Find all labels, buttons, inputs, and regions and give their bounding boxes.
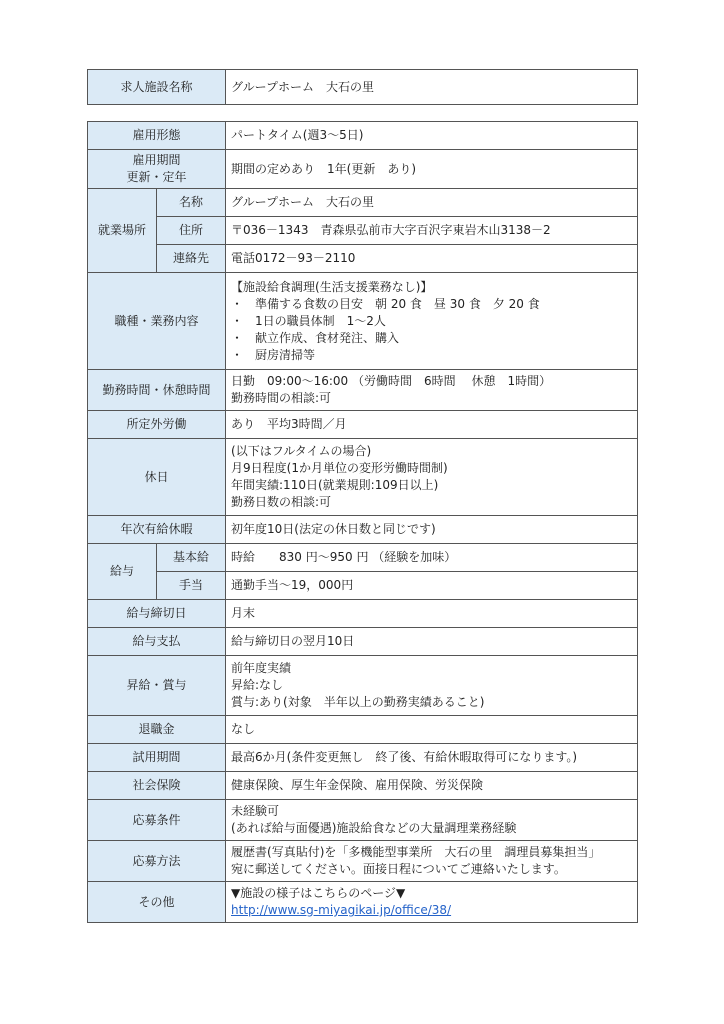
hours-value (226, 370, 638, 411)
job-line: 【施設給食調理(生活支援業務なし)】 (231, 279, 433, 294)
facility-page-link[interactable]: http://www.sg-miyagikai.jp/office/38/ (231, 903, 452, 917)
insurance-value: 健康保険、厚生年金保険、雇用保険、労災保険 (226, 772, 638, 800)
raise-bonus-line: 昇給:なし (231, 678, 284, 692)
hours-line: 日勤 09:00～16:00 （労働時間 6時間 休憩 1時間） (231, 374, 552, 388)
raise-bonus-value (226, 656, 638, 716)
workplace-address-row (88, 217, 638, 245)
job-line: ・ 準備する食数の目安 朝 20 食 昼 30 食 夕 20 食 (231, 296, 540, 311)
other-line: ▼施設の様子はこちらのページ▼ (231, 886, 406, 900)
paid-leave-value: 初年度10日(法定の休日数と同じです) (226, 516, 638, 544)
job-line: ・ 献立作成、食材発注、購入 (231, 330, 400, 345)
employment-period-label (88, 150, 226, 189)
trial-value: 最高6か月(条件変更無し 終了後、有給休暇取得可になります。) (226, 744, 638, 772)
raise-bonus-line: 前年度実績 (231, 661, 292, 675)
pay-day-value: 給与締切日の翌月10日 (226, 628, 638, 656)
employment-type-value: パートタイム(週3～5日) (226, 122, 638, 150)
workplace-address-label: 住所 (157, 217, 226, 245)
pay-day-row (88, 628, 638, 656)
holidays-label: 休日 (88, 439, 226, 516)
workplace-contact-value: 電話0172－93－2110 (226, 245, 638, 273)
requirements-line: (あれば給与面優遇)施設給食などの大量調理業務経験 (231, 821, 517, 835)
workplace-name-row (88, 189, 638, 217)
retirement-row (88, 716, 638, 744)
facility-table (87, 69, 638, 105)
job-label: 職種・業務内容 (88, 273, 226, 370)
employment-period-label-line1: 雇用期間 (132, 153, 181, 167)
overtime-value: あり 平均3時間／月 (226, 411, 638, 439)
requirements-label: 応募条件 (88, 800, 226, 841)
apply-value (226, 841, 638, 882)
workplace-label: 就業場所 (88, 189, 157, 273)
apply-label: 応募方法 (88, 841, 226, 882)
salary-allowance-label: 手当 (157, 572, 226, 600)
raise-bonus-line: 賞与:あり(対象 半年以上の勤務実績あること) (231, 695, 485, 709)
workplace-name-label: 名称 (157, 189, 226, 217)
pay-cutoff-value: 月末 (226, 600, 638, 628)
requirements-value (226, 800, 638, 841)
holidays-line: (以下はフルタイムの場合) (231, 444, 372, 458)
apply-line: 履歴書(写真貼付)を「多機能型事業所 大石の里 調理員募集担当」 (231, 845, 601, 859)
workplace-contact-row (88, 245, 638, 273)
insurance-label: 社会保険 (88, 772, 226, 800)
facility-value: グループホーム 大石の里 (226, 70, 638, 105)
other-label: その他 (88, 882, 226, 923)
other-value (226, 882, 638, 923)
paid-leave-row (88, 516, 638, 544)
workplace-name-value: グループホーム 大石の里 (226, 189, 638, 217)
salary-base-label: 基本給 (157, 544, 226, 572)
salary-label: 給与 (88, 544, 157, 600)
employment-period-value: 期間の定めあり 1年(更新 あり) (226, 150, 638, 189)
requirements-line: 未経験可 (231, 804, 280, 818)
holidays-line: 月9日程度(1か月単位の変形労働時間制) (231, 461, 448, 475)
other-row (88, 882, 638, 923)
holidays-line: 年間実績:110日(就業規則:109日以上) (231, 478, 439, 492)
overtime-row (88, 411, 638, 439)
paid-leave-label: 年次有給休暇 (88, 516, 226, 544)
raise-bonus-label: 昇給・賞与 (88, 656, 226, 716)
pay-cutoff-label: 給与締切日 (88, 600, 226, 628)
pay-day-label: 給与支払 (88, 628, 226, 656)
facility-label: 求人施設名称 (88, 70, 226, 105)
retirement-value: なし (226, 716, 638, 744)
employment-type-row (88, 122, 638, 150)
hours-line: 勤務時間の相談:可 (231, 391, 332, 405)
workplace-contact-label: 連絡先 (157, 245, 226, 273)
holidays-row (88, 439, 638, 516)
salary-allowance-value: 通勤手当～19，000円 (226, 572, 638, 600)
salary-base-value: 時給 830 円～950 円 （経験を加味） (226, 544, 638, 572)
trial-row (88, 744, 638, 772)
pay-cutoff-row (88, 600, 638, 628)
employment-period-row (88, 150, 638, 189)
apply-line: 宛に郵送してください。面接日程についてご連絡いたします。 (231, 862, 566, 876)
workplace-address-value: 〒036－1343 青森県弘前市大字百沢字東岩木山3138－2 (226, 217, 638, 245)
apply-row (88, 841, 638, 882)
job-line: ・ 1日の職員体制 1～2人 (231, 313, 386, 328)
job-line: ・ 厨房清掃等 (231, 347, 316, 362)
employment-type-label: 雇用形態 (88, 122, 226, 150)
raise-bonus-row (88, 656, 638, 716)
retirement-label: 退職金 (88, 716, 226, 744)
holidays-value (226, 439, 638, 516)
job-row (88, 273, 638, 370)
salary-base-row (88, 544, 638, 572)
requirements-row (88, 800, 638, 841)
salary-allowance-row (88, 572, 638, 600)
job-details-table (87, 121, 638, 923)
holidays-line: 勤務日数の相談:可 (231, 495, 332, 509)
job-value (226, 273, 638, 370)
trial-label: 試用期間 (88, 744, 226, 772)
employment-period-label-line2: 更新・定年 (126, 170, 187, 184)
hours-label: 勤務時間・休憩時間 (88, 370, 226, 411)
insurance-row (88, 772, 638, 800)
facility-row (88, 70, 638, 105)
hours-row (88, 370, 638, 411)
overtime-label: 所定外労働 (88, 411, 226, 439)
